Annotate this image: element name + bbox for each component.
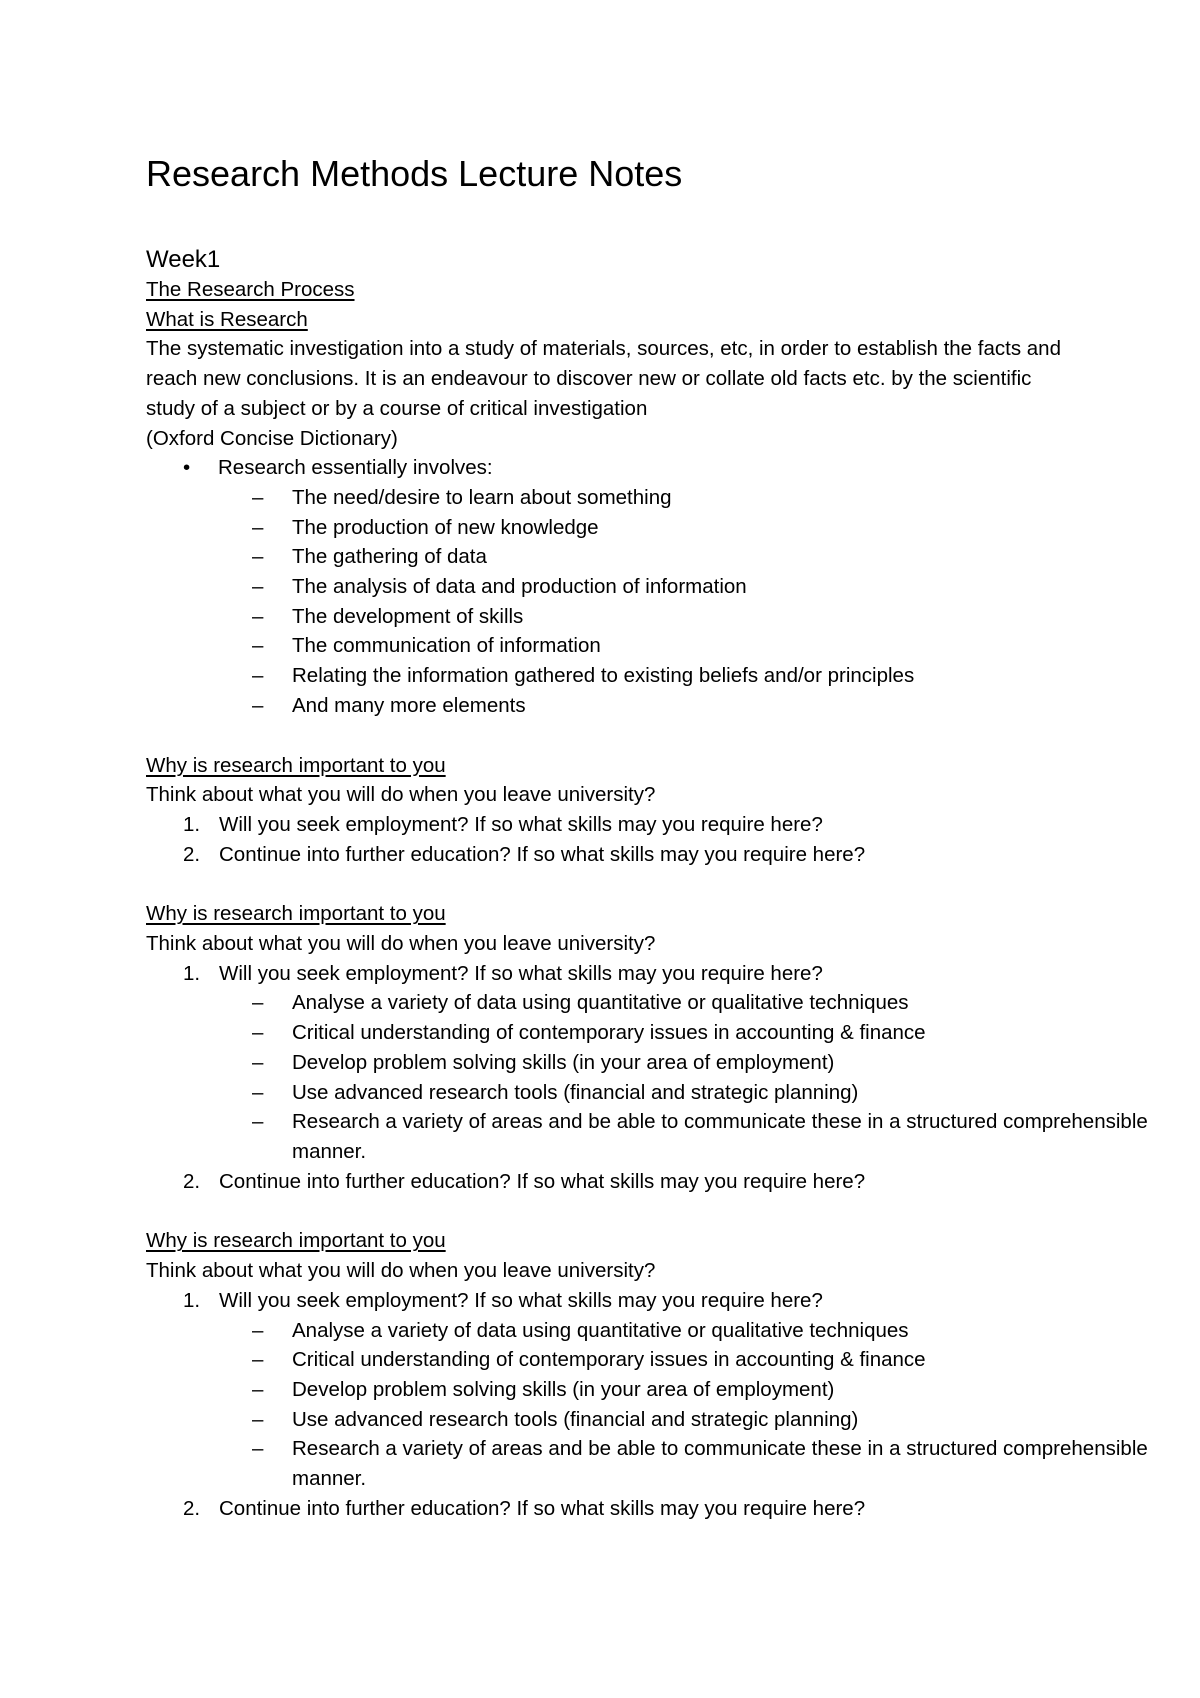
numbered-item xyxy=(146,959,1100,989)
item-number: 2. xyxy=(183,842,201,866)
item-number: 1. xyxy=(183,812,201,836)
definition-paragraph: The systematic investigation into a study of materials, sources, etc, in order to establish the facts and reach new conclusions. It is an endeavour to discover new or collate old facts etc. by the scientific study of a subject or by a course of critical investigation xyxy=(146,337,1061,420)
list-item xyxy=(146,691,1100,721)
importance-section xyxy=(146,1226,1148,1523)
list-item-text: Research a variety of areas and be able to communicate these in a structured comprehensible manner. xyxy=(292,1437,1148,1491)
list-item xyxy=(146,631,1100,661)
dash-mark: – xyxy=(252,634,264,658)
dash-mark: – xyxy=(252,515,264,539)
list-item xyxy=(146,602,1100,632)
dash-mark: – xyxy=(252,1050,264,1074)
dash-mark: – xyxy=(252,1080,264,1104)
section-heading: Why is research important to you xyxy=(146,753,446,777)
dash-mark: – xyxy=(252,1318,264,1342)
list-item xyxy=(146,1405,1100,1435)
list-item-text: Develop problem solving skills (in your area of employment) xyxy=(292,1377,835,1401)
bullet-item xyxy=(146,453,1100,483)
list-item-text: The gathering of data xyxy=(292,545,487,569)
item-text: Continue into further education? If so what skills may you require here? xyxy=(219,1169,866,1193)
list-item xyxy=(146,1078,1100,1108)
dash-mark: – xyxy=(252,1110,264,1134)
item-text: Continue into further education? If so what skills may you require here? xyxy=(219,842,866,866)
list-item-text: Research a variety of areas and be able to communicate these in a structured comprehensible manner. xyxy=(292,1110,1148,1163)
numbered-item xyxy=(146,1286,1100,1316)
list-item xyxy=(146,483,1100,513)
spacer xyxy=(146,869,1100,899)
list-item-text: Develop problem solving skills (in your area of employment) xyxy=(292,1050,835,1074)
list-item xyxy=(146,1345,1100,1375)
bullet-mark: • xyxy=(183,456,191,480)
section-intro: Think about what you will do when you leave university? xyxy=(146,1259,656,1283)
importance-section xyxy=(146,899,1148,1196)
dash-mark: – xyxy=(252,1348,264,1372)
list-item xyxy=(146,1375,1100,1405)
list-item xyxy=(146,542,1100,572)
dash-mark: – xyxy=(252,575,264,599)
subheading: What is Research xyxy=(146,307,308,331)
dash-mark: – xyxy=(252,604,264,628)
item-text: Continue into further education? If so what skills may you require here? xyxy=(219,1496,866,1520)
dash-mark: – xyxy=(252,693,264,717)
dash-mark: – xyxy=(252,1021,264,1045)
week-label: Week1 xyxy=(146,246,221,273)
definition-source: (Oxford Concise Dictionary) xyxy=(146,426,398,450)
list-item-text: The production of new knowledge xyxy=(292,515,599,539)
list-item-text: Analyse a variety of data using quantitative or qualitative techniques xyxy=(292,991,909,1015)
list-item-text: Critical understanding of contemporary issues in accounting & finance xyxy=(292,1348,926,1372)
numbered-item xyxy=(146,810,1100,840)
dash-mark: – xyxy=(252,545,264,569)
dash-mark: – xyxy=(252,1437,264,1461)
dash-mark: – xyxy=(252,485,264,509)
list-item xyxy=(146,1316,1100,1346)
list-item-text: Use advanced research tools (financial and strategic planning) xyxy=(292,1080,859,1104)
list-item-text: Analyse a variety of data using quantitative or qualitative techniques xyxy=(292,1318,909,1342)
list-item xyxy=(146,1018,1100,1048)
dash-mark: – xyxy=(252,1407,264,1431)
numbered-item xyxy=(146,1167,1100,1197)
section-heading: Why is research important to you xyxy=(146,902,446,926)
list-item xyxy=(146,572,1100,602)
bullet-text: Research essentially involves: xyxy=(218,456,493,480)
list-item xyxy=(146,1107,1200,1166)
section-heading: Why is research important to you xyxy=(146,1229,446,1253)
dash-mark: – xyxy=(252,991,264,1015)
section-intro: Think about what you will do when you leave university? xyxy=(146,932,656,956)
importance-section xyxy=(146,751,1100,870)
numbered-item xyxy=(146,1494,1100,1524)
section-heading: The Research Process xyxy=(146,278,355,301)
list-item xyxy=(146,1048,1100,1078)
list-item xyxy=(146,661,1100,691)
list-item-text: The need/desire to learn about something xyxy=(292,485,672,509)
list-item xyxy=(146,988,1100,1018)
list-item-text: Use advanced research tools (financial and strategic planning) xyxy=(292,1407,859,1431)
item-number: 2. xyxy=(183,1169,201,1193)
spacer xyxy=(146,1196,1100,1226)
dash-mark: – xyxy=(252,1377,264,1401)
item-number: 1. xyxy=(183,961,201,985)
item-text: Will you seek employment? If so what skills may you require here? xyxy=(219,812,823,836)
list-item-text: The analysis of data and production of information xyxy=(292,575,747,599)
item-number: 1. xyxy=(183,1288,201,1312)
list-item-text: The communication of information xyxy=(292,634,601,658)
document-title: Research Methods Lecture Notes xyxy=(146,153,683,194)
item-number: 2. xyxy=(183,1496,201,1520)
list-item-text: The development of skills xyxy=(292,604,524,628)
list-item-text: Critical understanding of contemporary issues in accounting & finance xyxy=(292,1021,926,1045)
spacer xyxy=(146,721,1100,751)
numbered-item xyxy=(146,840,1100,870)
item-text: Will you seek employment? If so what skills may you require here? xyxy=(219,961,823,985)
item-text: Will you seek employment? If so what skills may you require here? xyxy=(219,1288,823,1312)
list-item xyxy=(146,513,1100,543)
list-item xyxy=(146,1434,1200,1493)
list-item-text: And many more elements xyxy=(292,693,526,717)
dash-mark: – xyxy=(252,664,264,688)
list-item-text: Relating the information gathered to existing beliefs and/or principles xyxy=(292,664,915,688)
section-intro: Think about what you will do when you leave university? xyxy=(146,783,656,807)
involves-list xyxy=(146,483,1100,721)
